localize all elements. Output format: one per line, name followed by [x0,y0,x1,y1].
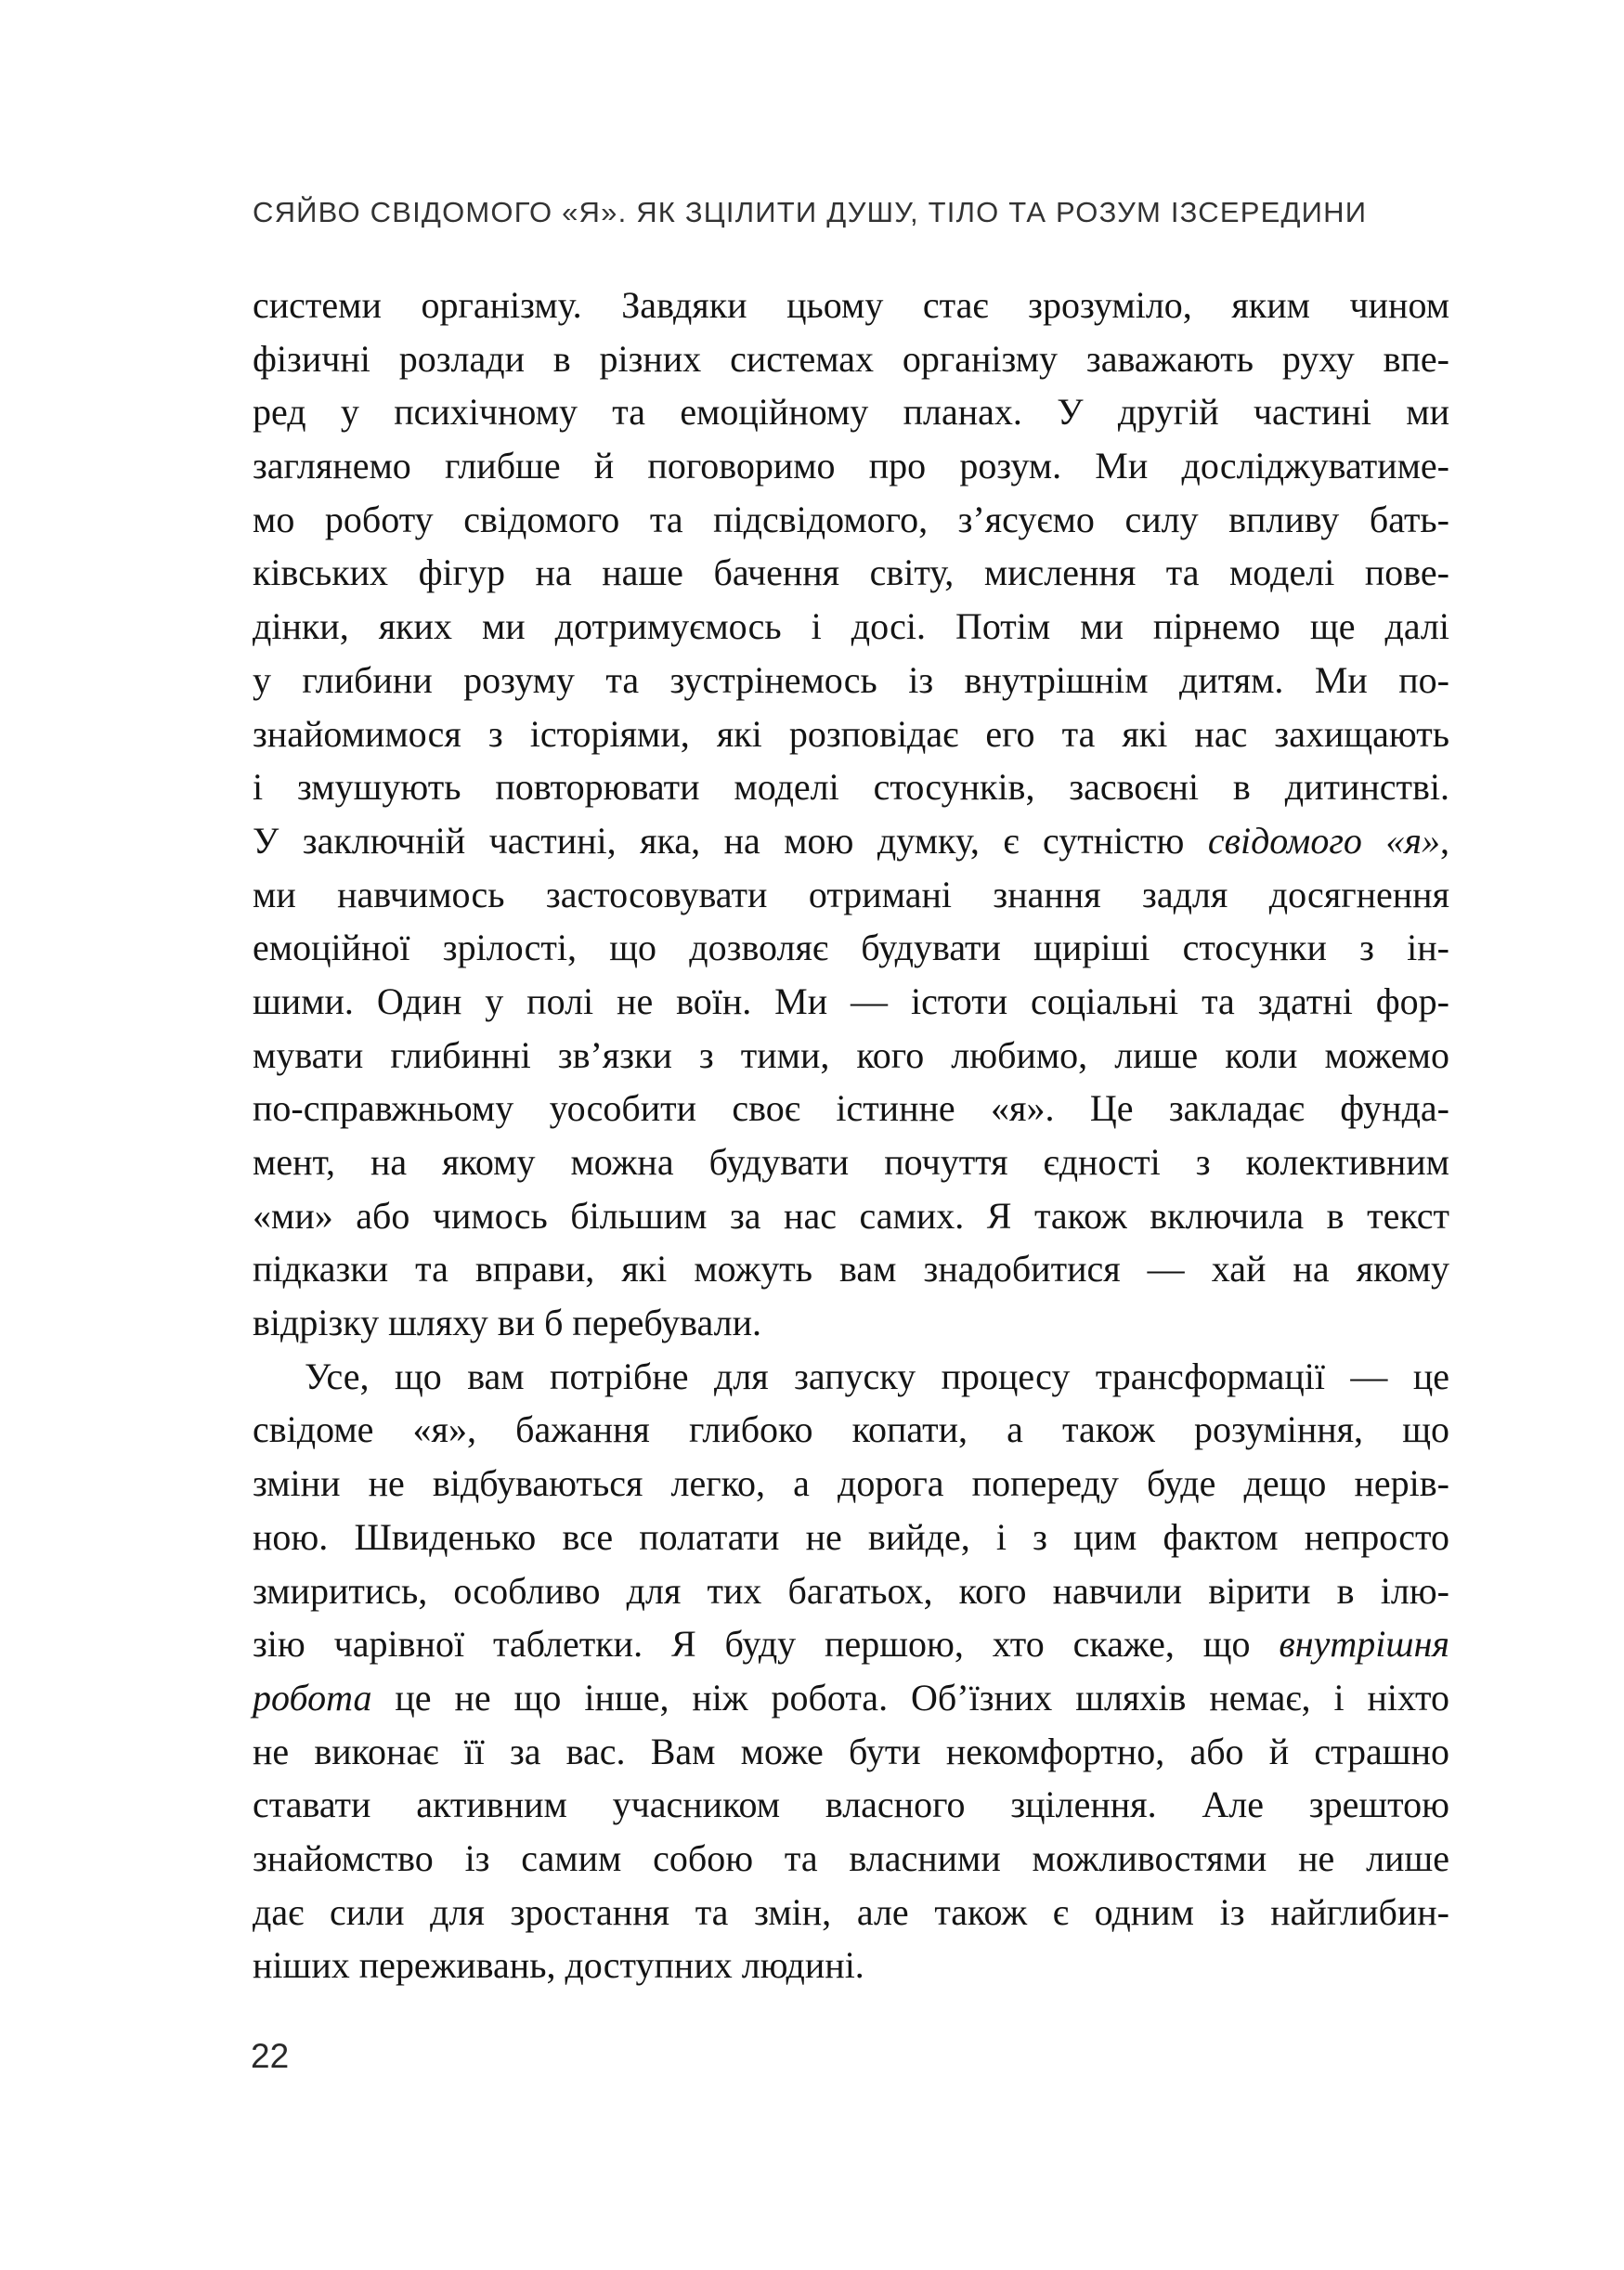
text-segment: емоційної зрілості, що дозволяє будувати щиріші стосунки з ін- [253,927,1449,969]
text-segment: зію чарівної таблетки. Я буду першою, хто скаже, що [253,1623,1280,1666]
text-line [253,868,1449,922]
text-segment: шими. Один у полі не воїн. Ми — істоти соціальні та здатні фор- [253,979,1449,1022]
body-text [253,279,1449,1992]
text-line [253,332,1449,386]
text-line [253,921,1449,975]
text-line [253,1296,1449,1350]
text-segment: мувати глибинні зв’язки з тими, кого любимо, лише коли можемо [253,1033,1449,1076]
text-segment: «ми» або чимось більшим за нас самих. Я також включила в текст [253,1194,1449,1237]
text-segment: ною. Швиденько все полатати не вийде, і з цим фактом непросто [253,1515,1449,1558]
text-segment: змиритись, особливо для тих багатьох, кого навчили вірити в ілю- [253,1569,1449,1612]
text-line [253,1617,1449,1671]
text-segment: ред у психічному та емоційному планах. У другій частині ми [253,391,1449,434]
italic-text-segment: робота [253,1676,372,1719]
text-segment: системи організму. Завдяки цьому стає зрозуміло, яким чином [253,284,1449,326]
text-line [253,975,1449,1029]
text-line [253,1939,1449,1992]
text-line [253,1403,1449,1457]
text-line [253,279,1449,332]
text-segment: мо роботу свідомого та підсвідомого, з’ясуємо силу впливу бать- [253,498,1449,540]
text-segment: дінки, яких ми дотримуємось і досі. Потім ми пірнемо ще далі [253,605,1449,648]
text-segment: Усе, що вам потрібне для запуску процесу трансформації — це [305,1355,1449,1397]
text-line [253,1242,1449,1296]
page-number: 22 [251,2037,290,2075]
text-line [253,1082,1449,1135]
text-line [253,546,1449,600]
text-line [253,1886,1449,1939]
text-line [253,1189,1449,1243]
text-segment: у глибини розуму та зустрінемось із внутрішнім дитям. Ми по- [253,658,1449,701]
italic-text-segment: свідомого «я» [1207,819,1440,862]
text-line [253,1350,1449,1404]
text-line [253,1671,1449,1725]
text-line [253,1725,1449,1779]
text-line [253,493,1449,547]
text-line [253,654,1449,707]
text-line [253,1778,1449,1832]
text-segment: підказки та вправи, які можуть вам знадобитися — хай на якому [253,1248,1449,1291]
running-header: СЯЙВО СВІДОМОГО «Я». ЯК ЗЦІЛИТИ ДУШУ, ТІЛО ТА РОЗУМ ІЗСЕРЕДИНИ [253,196,1368,228]
text-segment: знайомство із самим собою та власними можливостями не лише [253,1836,1449,1879]
text-line [253,1832,1449,1886]
text-line [253,1457,1449,1511]
text-segment: свідоме «я», бажання глибоко копати, а також розуміння, що [253,1408,1449,1451]
text-line [253,385,1449,439]
text-line [253,600,1449,654]
text-segment: ми навчимось застосовувати отримані знання задля досягнення [253,873,1449,915]
text-segment: по-справжньому уособити своє істинне «я». Це закладає фунда- [253,1087,1449,1130]
text-segment: і змушують повторювати моделі стосунків, засвоєні в дитинстві. [253,766,1449,809]
text-segment: це не що інше, ніж робота. Об’їзних шляхів немає, і ніхто [371,1676,1449,1719]
text-line [253,707,1449,761]
text-line [253,439,1449,493]
text-segment: не виконає її за вас. Вам може бути некомфортно, або й страшно [253,1730,1449,1772]
text-segment: фізичні розлади в різних системах організму заважають руху впе- [253,337,1449,380]
text-line [253,814,1449,868]
italic-text-segment: внутрішня [1279,1623,1449,1666]
text-line [253,1029,1449,1083]
text-segment: зміни не відбуваються легко, а дорога попереду буде дещо нерів- [253,1462,1449,1505]
text-line [253,1564,1449,1618]
text-segment: дає сили для зростання та змін, але також є одним із найглибин- [253,1890,1449,1933]
text-segment: заглянемо глибше й поговоримо про розум. Ми досліджуватиме- [253,445,1449,487]
text-line [253,1511,1449,1564]
text-segment: мент, на якому можна будувати почуття єдності з колективним [253,1141,1449,1183]
text-line [253,1135,1449,1189]
text-segment: У заключній частині, яка, на мою думку, є сутністю [253,819,1208,862]
text-segment: ківських фігур на наше бачення світу, мислення та моделі пове- [253,551,1449,594]
text-segment: знайомимося з історіями, які розповідає его та які нас захищають [253,712,1449,755]
text-segment: , [1440,819,1449,862]
text-segment: ставати активним учасником власного зцілення. Але зрештою [253,1784,1449,1826]
text-segment: ніших переживань, доступних людині. [253,1944,864,1987]
text-line [253,760,1449,814]
text-segment: відрізку шляху ви б перебували. [253,1302,761,1344]
